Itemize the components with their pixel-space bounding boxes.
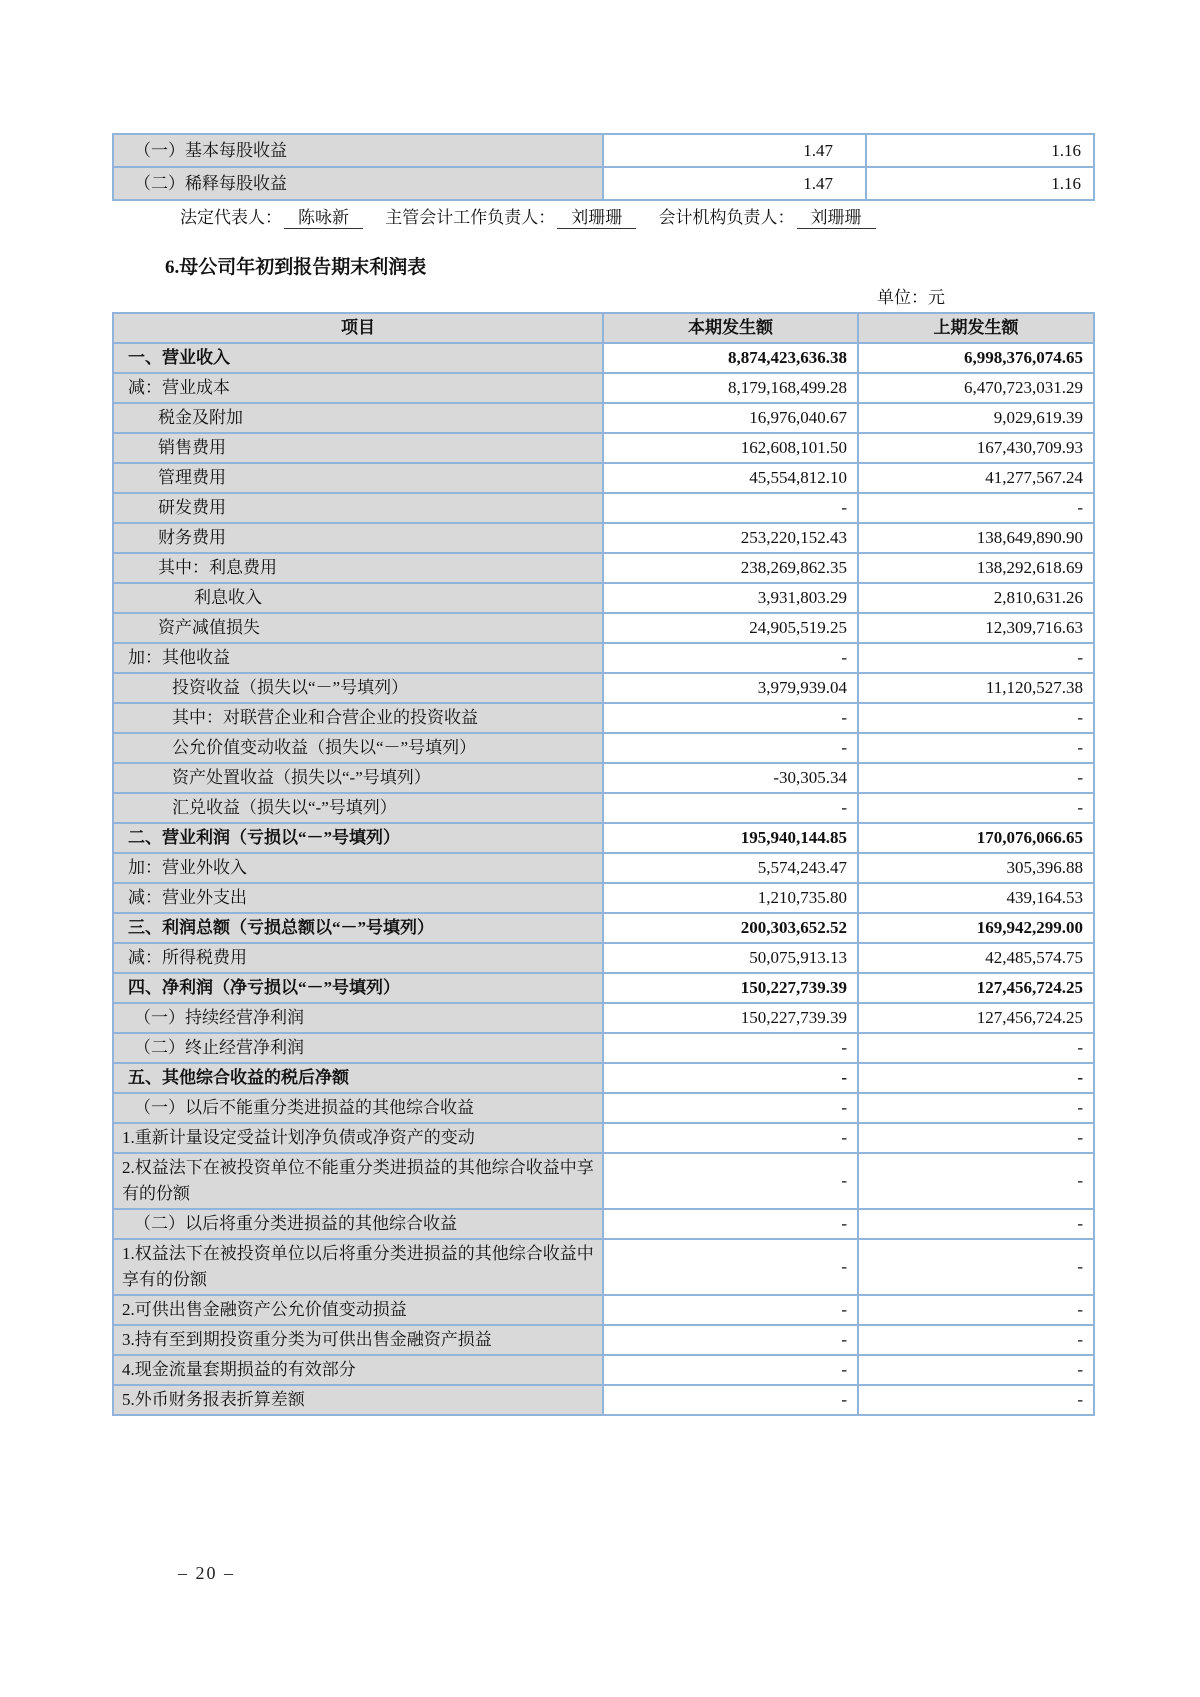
row-label: （二）终止经营净利润: [113, 1033, 603, 1063]
current-period-value: -: [603, 1239, 858, 1295]
prior-period-value: -: [858, 793, 1094, 823]
table-row: [113, 343, 1094, 373]
prior-period-value: 9,029,619.39: [858, 403, 1094, 433]
table-row: [113, 853, 1094, 883]
prior-period-value: 42,485,574.75: [858, 943, 1094, 973]
current-period-value: 45,554,812.10: [603, 463, 858, 493]
prior-period-value: 11,120,527.38: [858, 673, 1094, 703]
row-label: 其中：利息费用: [113, 553, 603, 583]
prior-period-value: -: [858, 493, 1094, 523]
prior-period-value: 6,998,376,074.65: [858, 343, 1094, 373]
row-label: （二）稀释每股收益: [113, 167, 603, 200]
table-row: [113, 643, 1094, 673]
prior-period-value: -: [858, 1093, 1094, 1123]
prior-period-value: -: [858, 1209, 1094, 1239]
accounting-head-label: 主管会计工作负责人：: [385, 208, 556, 227]
table-row: [113, 823, 1094, 853]
row-label: 5.外币财务报表折算差额: [113, 1385, 603, 1415]
current-period-value: -: [603, 703, 858, 733]
row-label: 加：营业外收入: [113, 853, 603, 883]
current-period-value: -: [603, 733, 858, 763]
table-row: [113, 403, 1094, 433]
table-row: [113, 583, 1094, 613]
current-period-value: 150,227,739.39: [603, 1003, 858, 1033]
table-row: [113, 793, 1094, 823]
prior-period-value: -: [858, 1153, 1094, 1209]
column-header-item: 项目: [113, 313, 603, 343]
table-row: [113, 703, 1094, 733]
current-period-value: 5,574,243.47: [603, 853, 858, 883]
table-row: [113, 167, 1094, 200]
current-period-value: -: [603, 793, 858, 823]
current-period-value: 24,905,519.25: [603, 613, 858, 643]
table-row: [113, 613, 1094, 643]
current-period-value: -: [603, 1123, 858, 1153]
current-period-value: -: [603, 643, 858, 673]
current-period-value: -: [603, 1063, 858, 1093]
current-period-value: -: [603, 1033, 858, 1063]
row-label: 1.权益法下在被投资单位以后将重分类进损益的其他综合收益中享有的份额: [113, 1239, 603, 1295]
current-period-value: -: [603, 1153, 858, 1209]
prior-period-value: -: [858, 1295, 1094, 1325]
legal-representative-name: 陈咏新: [284, 203, 363, 229]
row-label: 其中：对联营企业和合营企业的投资收益: [113, 703, 603, 733]
current-period-value: 162,608,101.50: [603, 433, 858, 463]
current-period-value: 3,979,939.04: [603, 673, 858, 703]
row-label: 一、营业收入: [113, 343, 603, 373]
table-row: [113, 523, 1094, 553]
row-label: 资产减值损失: [113, 613, 603, 643]
current-period-value: 238,269,862.35: [603, 553, 858, 583]
prior-period-value: 439,164.53: [858, 883, 1094, 913]
row-label: 管理费用: [113, 463, 603, 493]
row-label: 1.重新计量设定受益计划净负债或净资产的变动: [113, 1123, 603, 1153]
row-label: （一）基本每股收益: [113, 134, 603, 167]
row-label: 利息收入: [113, 583, 603, 613]
row-label: 五、其他综合收益的税后净额: [113, 1063, 603, 1093]
row-label: 资产处置收益（损失以“-”号填列）: [113, 763, 603, 793]
row-label: 二、营业利润（亏损以“－”号填列）: [113, 823, 603, 853]
prior-period-value: 1.16: [866, 167, 1094, 200]
column-header-prior-period: 上期发生额: [858, 313, 1094, 343]
table-row: [113, 1063, 1094, 1093]
table-row: [113, 763, 1094, 793]
table-row: [113, 1093, 1094, 1123]
table-row: [113, 1355, 1094, 1385]
row-label: （一）以后不能重分类进损益的其他综合收益: [113, 1093, 603, 1123]
prior-period-value: -: [858, 763, 1094, 793]
current-period-value: 3,931,803.29: [603, 583, 858, 613]
table-row: [113, 433, 1094, 463]
table-row: [113, 1209, 1094, 1239]
current-period-value: -: [603, 1325, 858, 1355]
table-row: [113, 943, 1094, 973]
table-row: [113, 973, 1094, 1003]
table-row: [113, 733, 1094, 763]
prior-period-value: 1.16: [866, 134, 1094, 167]
row-label: 销售费用: [113, 433, 603, 463]
table-row: [113, 883, 1094, 913]
prior-period-value: 305,396.88: [858, 853, 1094, 883]
table-row: [113, 463, 1094, 493]
current-period-value: -30,305.34: [603, 763, 858, 793]
signature-line: [180, 203, 894, 229]
prior-period-value: 6,470,723,031.29: [858, 373, 1094, 403]
prior-period-value: -: [858, 733, 1094, 763]
prior-period-value: 127,456,724.25: [858, 973, 1094, 1003]
table-row: [113, 1385, 1094, 1415]
row-label: 2.可供出售金融资产公允价值变动损益: [113, 1295, 603, 1325]
table-row: [113, 1123, 1094, 1153]
table-row: [113, 1033, 1094, 1063]
header-row: [113, 313, 1094, 343]
prior-period-value: -: [858, 703, 1094, 733]
row-label: 加：其他收益: [113, 643, 603, 673]
current-period-value: -: [603, 1209, 858, 1239]
prior-period-value: 41,277,567.24: [858, 463, 1094, 493]
prior-period-value: -: [858, 1325, 1094, 1355]
current-period-value: 253,220,152.43: [603, 523, 858, 553]
table-row: [113, 134, 1094, 167]
prior-period-value: 127,456,724.25: [858, 1003, 1094, 1033]
row-label: 减：营业成本: [113, 373, 603, 403]
income-statement-table: [112, 312, 1095, 1416]
current-period-value: -: [603, 1295, 858, 1325]
row-label: 税金及附加: [113, 403, 603, 433]
column-header-current-period: 本期发生额: [603, 313, 858, 343]
table-row: [113, 673, 1094, 703]
row-label: 四、净利润（净亏损以“－”号填列）: [113, 973, 603, 1003]
table-row: [113, 1153, 1094, 1209]
current-period-value: 1.47: [603, 134, 866, 167]
current-period-value: -: [603, 1355, 858, 1385]
prior-period-value: 169,942,299.00: [858, 913, 1094, 943]
current-period-value: 150,227,739.39: [603, 973, 858, 1003]
page-number: – 20 –: [178, 1563, 235, 1583]
prior-period-value: -: [858, 1033, 1094, 1063]
prior-period-value: 138,292,618.69: [858, 553, 1094, 583]
table-row: [113, 1239, 1094, 1295]
current-period-value: -: [603, 1385, 858, 1415]
table-row: [113, 373, 1094, 403]
current-period-value: 200,303,652.52: [603, 913, 858, 943]
prior-period-value: 170,076,066.65: [858, 823, 1094, 853]
current-period-value: 8,874,423,636.38: [603, 343, 858, 373]
prior-period-value: 2,810,631.26: [858, 583, 1094, 613]
row-label: 3.持有至到期投资重分类为可供出售金融资产损益: [113, 1325, 603, 1355]
accounting-org-name: 刘珊珊: [797, 203, 876, 229]
prior-period-value: -: [858, 1239, 1094, 1295]
prior-period-value: 167,430,709.93: [858, 433, 1094, 463]
row-label: （一）持续经营净利润: [113, 1003, 603, 1033]
current-period-value: 16,976,040.67: [603, 403, 858, 433]
unit-row: [112, 283, 1093, 308]
prior-period-value: -: [858, 1063, 1094, 1093]
current-period-value: -: [603, 1093, 858, 1123]
accounting-org-label: 会计机构负责人：: [658, 208, 795, 227]
prior-period-value: -: [858, 1385, 1094, 1415]
table-row: [113, 1295, 1094, 1325]
row-label: 财务费用: [113, 523, 603, 553]
row-label: 2.权益法下在被投资单位不能重分类进损益的其他综合收益中享有的份额: [113, 1153, 603, 1209]
current-period-value: 1,210,735.80: [603, 883, 858, 913]
row-label: 研发费用: [113, 493, 603, 523]
current-period-value: 195,940,144.85: [603, 823, 858, 853]
current-period-value: 50,075,913.13: [603, 943, 858, 973]
table-row: [113, 1325, 1094, 1355]
prior-period-value: -: [858, 643, 1094, 673]
row-label: 三、利润总额（亏损总额以“－”号填列）: [113, 913, 603, 943]
unit-label: 单位：元: [877, 288, 945, 307]
prior-period-value: -: [858, 1123, 1094, 1153]
table-row: [113, 1003, 1094, 1033]
prior-period-value: 12,309,716.63: [858, 613, 1094, 643]
current-period-value: 1.47: [603, 167, 866, 200]
row-label: 汇兑收益（损失以“-”号填列）: [113, 793, 603, 823]
row-label: 减：营业外支出: [113, 883, 603, 913]
row-label: （二）以后将重分类进损益的其他综合收益: [113, 1209, 603, 1239]
accounting-head-name: 刘珊珊: [557, 203, 636, 229]
current-period-value: 8,179,168,499.28: [603, 373, 858, 403]
row-label: 公允价值变动收益（损失以“－”号填列）: [113, 733, 603, 763]
prior-period-value: 138,649,890.90: [858, 523, 1094, 553]
legal-representative-label: 法定代表人：: [180, 208, 282, 227]
table-row: [113, 913, 1094, 943]
row-label: 投资收益（损失以“－”号填列）: [113, 673, 603, 703]
table-row: [113, 493, 1094, 523]
current-period-value: -: [603, 493, 858, 523]
section-title: 6.母公司年初到报告期末利润表: [165, 257, 427, 278]
prior-period-value: -: [858, 1355, 1094, 1385]
eps-table: [112, 133, 1095, 201]
row-label: 4.现金流量套期损益的有效部分: [113, 1355, 603, 1385]
table-row: [113, 553, 1094, 583]
row-label: 减：所得税费用: [113, 943, 603, 973]
